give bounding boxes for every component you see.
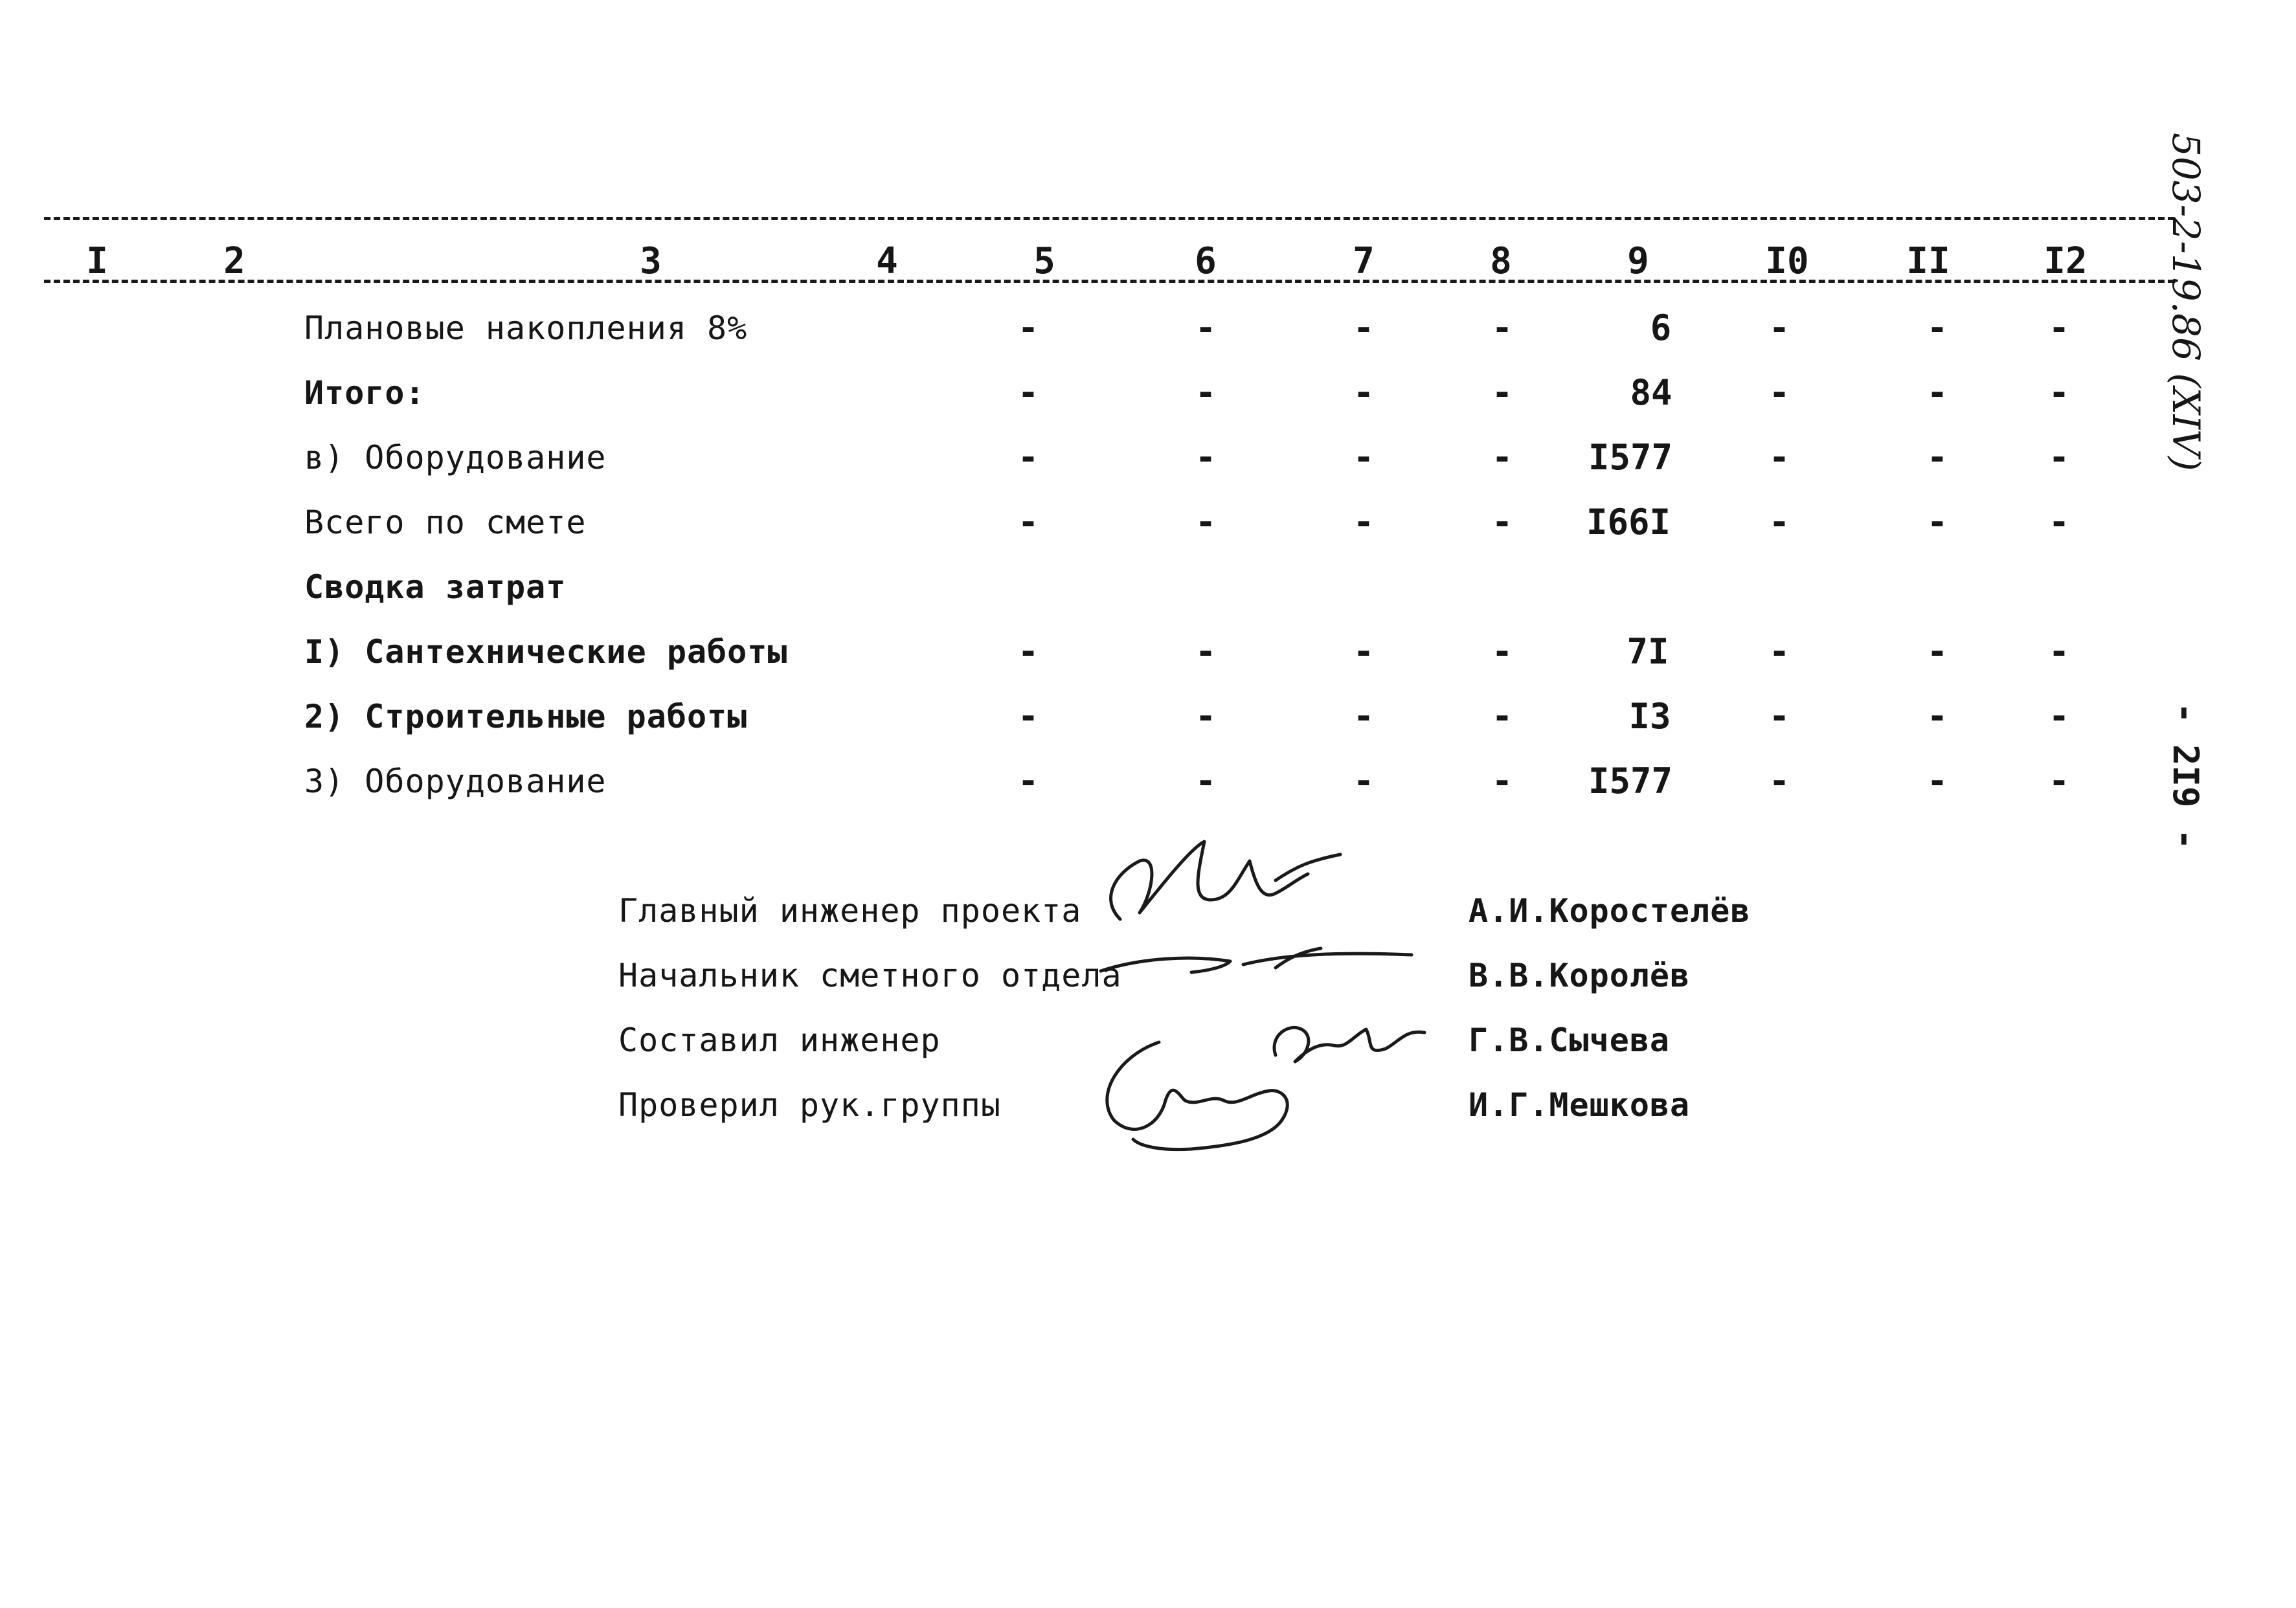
column-header-6: 6 (1195, 240, 1217, 282)
column-header-4: 4 (876, 240, 898, 282)
signature-name: Г.В.Сычева (1469, 1022, 1671, 1059)
cell-col6: - (1195, 696, 1217, 737)
margin-document-code: 503-2-19.86 (XIV) (2164, 133, 2208, 471)
cell-col8: - (1491, 307, 1513, 348)
cell-col6: - (1195, 372, 1217, 413)
cell-col7: - (1353, 307, 1375, 348)
cell-col6: - (1195, 761, 1217, 801)
cell-col5: - (1017, 502, 1039, 542)
handwritten-signatures (1062, 822, 1463, 1172)
cell-col9: 7I (1626, 631, 1669, 672)
cell-col5: - (1017, 696, 1039, 737)
signature-name: А.И.Коростелёв (1469, 892, 1751, 930)
cell-col6: - (1195, 437, 1217, 478)
cell-col11: - (1926, 696, 1948, 737)
cell-col9: I3 (1628, 696, 1671, 737)
section-heading: Сводка затрат (304, 568, 567, 606)
cell-col5: - (1017, 307, 1039, 348)
cell-col10: - (1768, 372, 1790, 413)
column-header-11: II (1906, 240, 1950, 282)
column-header-3: 3 (640, 240, 662, 282)
cell-col12: - (2048, 761, 2070, 801)
signature-name: В.В.Королёв (1469, 957, 1691, 994)
row-label: 3) Оборудование (304, 763, 607, 800)
cell-col12: - (2048, 307, 2070, 348)
signature-role: Составил инженер (618, 1022, 941, 1059)
cell-col6: - (1195, 502, 1217, 542)
row-label: 2) Строительные работы (304, 698, 748, 735)
cell-col10: - (1768, 696, 1790, 737)
cell-col9: I577 (1588, 761, 1673, 801)
cell-col7: - (1353, 437, 1375, 478)
cell-col10: - (1768, 437, 1790, 478)
signature-role: Начальник сметного отдела (618, 957, 1122, 994)
cell-col10: - (1768, 502, 1790, 542)
row-label: Плановые накопления 8% (304, 309, 748, 347)
column-header-1: I (86, 240, 108, 282)
cell-col8: - (1491, 372, 1513, 413)
cell-col10: - (1768, 307, 1790, 348)
cell-col6: - (1195, 631, 1217, 672)
column-header-9: 9 (1627, 240, 1649, 282)
cell-col8: - (1491, 696, 1513, 737)
cell-col11: - (1926, 502, 1948, 542)
cell-col8: - (1491, 437, 1513, 478)
cell-col7: - (1353, 696, 1375, 737)
cell-col8: - (1491, 761, 1513, 801)
cell-col7: - (1353, 372, 1375, 413)
cell-col8: - (1491, 631, 1513, 672)
row-label: Всего по смете (304, 504, 587, 541)
cell-col9: 6 (1650, 307, 1672, 348)
cell-col11: - (1926, 761, 1948, 801)
column-header-7: 7 (1353, 240, 1375, 282)
cell-col5: - (1017, 631, 1039, 672)
cell-col9: 84 (1630, 372, 1672, 413)
row-label: Итого: (304, 374, 425, 412)
row-label: I) Сантехнические работы (304, 633, 788, 671)
cell-col12: - (2048, 502, 2070, 542)
table-header-rule (44, 280, 2174, 283)
cell-col6: - (1195, 307, 1217, 348)
cell-col10: - (1768, 631, 1790, 672)
column-header-2: 2 (223, 240, 245, 282)
column-header-10: I0 (1765, 240, 1809, 282)
cell-col7: - (1353, 761, 1375, 801)
cell-col5: - (1017, 372, 1039, 413)
cell-col12: - (2048, 372, 2070, 413)
cell-col11: - (1926, 372, 1948, 413)
cell-col12: - (2048, 696, 2070, 737)
cell-col11: - (1926, 631, 1948, 672)
cell-col10: - (1768, 761, 1790, 801)
margin-page-number: - 2I9 - (2165, 702, 2206, 850)
cell-col12: - (2048, 437, 2070, 478)
signature-role: Проверил рук.группы (618, 1086, 1001, 1124)
column-header-5: 5 (1033, 240, 1055, 282)
cell-col5: - (1017, 761, 1039, 801)
cell-col9: I66I (1586, 502, 1671, 542)
column-header-12: I2 (2043, 240, 2088, 282)
signature-role: Главный инженер проекта (618, 892, 1082, 930)
cell-col7: - (1353, 502, 1375, 542)
cell-col12: - (2048, 631, 2070, 672)
row-label: в) Оборудование (304, 439, 607, 476)
cell-col5: - (1017, 437, 1039, 478)
cell-col9: I577 (1588, 437, 1673, 478)
cell-col7: - (1353, 631, 1375, 672)
cell-col11: - (1926, 307, 1948, 348)
column-header-8: 8 (1490, 240, 1512, 282)
table-top-rule (44, 217, 2174, 220)
signature-name: И.Г.Мешкова (1469, 1086, 1691, 1124)
cell-col11: - (1926, 437, 1948, 478)
cell-col8: - (1491, 502, 1513, 542)
